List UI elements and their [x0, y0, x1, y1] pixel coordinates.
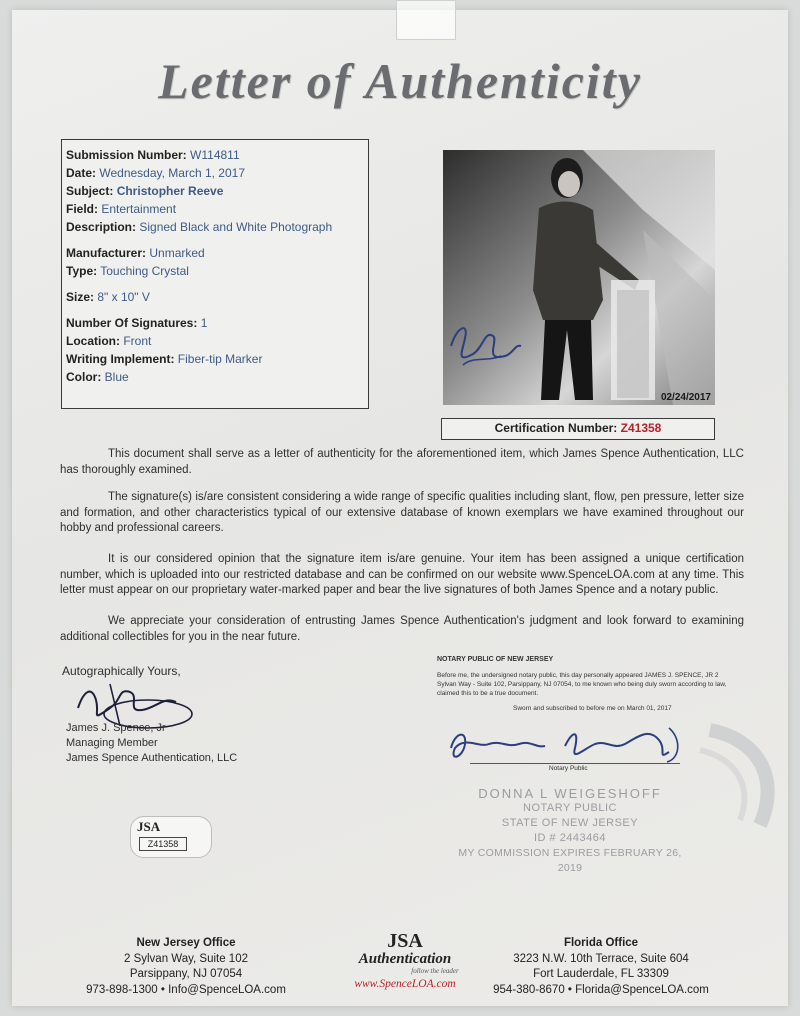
photo-date-stamp: 02/24/2017: [660, 392, 711, 403]
jsa-footer-logo: [335, 931, 475, 990]
certification-number: Z41358: [620, 421, 662, 435]
jsa-hologram-sticker: [130, 816, 212, 858]
nj-office-heading: New Jersey Office: [136, 937, 236, 949]
nj-address-line-1: 2 Sylvan Way, Suite 102: [123, 952, 248, 965]
notary-stamp: [450, 786, 690, 876]
notary-signature-line: [470, 763, 680, 764]
notary-stamp-title: NOTARY PUBLIC: [523, 802, 617, 814]
nj-address-line-2: Parsippany, NJ 07054: [129, 968, 243, 980]
type-row: Type: Touching Crystal: [66, 264, 189, 278]
paragraph-3: It is our considered opinion that the signature item is/are genuine. Your item has been assigned a unique certification number, which is uploaded into our restricted database and can be confirmed on our website www.SpenceLOA.com at any time. This letter must appear on our proprietary water-marked paper and bear the live signatures of both James Spence and a notary public.: [60, 553, 744, 596]
certification-label: Certification Number:: [494, 421, 618, 435]
fl-address-line-1: 3223 N.W. 10th Terrace, Suite 604: [513, 952, 689, 965]
footer-website-link[interactable]: www.SpenceLOA.com: [354, 978, 456, 990]
notary-stamp-id: ID # 2443464: [533, 832, 607, 844]
date-row: Date: Wednesday, March 1, 2017: [66, 166, 245, 180]
subject-row: Subject: Christopher Reeve: [66, 184, 224, 198]
paragraph-4: We appreciate your consideration of entrusting James Spence Authentication's judgment and look forward to examining additional collectibles for you in the near future.: [60, 615, 744, 643]
fl-office-heading: Florida Office: [563, 937, 639, 949]
signer-title: Managing Member: [66, 737, 158, 749]
signer-company: James Spence Authentication, LLC: [66, 752, 238, 764]
page-title: Letter of Authenticity: [158, 53, 642, 109]
size-row: Size: 8" x 10" V: [66, 290, 150, 304]
location-row: Location: Front: [66, 334, 152, 348]
paragraph-1: This document shall serve as a letter of authenticity for the aforementioned item, which James Spence Authentication, LLC has thoroughly examined.: [60, 448, 744, 476]
notary-stamp-expiry: MY COMMISSION EXPIRES FEBRUARY 26, 2019: [458, 847, 682, 874]
notary-public-label: Notary Public: [549, 765, 588, 772]
description-row: Description: Signed Black and White Photograph: [66, 220, 333, 234]
item-photo: [443, 150, 715, 405]
fl-office-block: [476, 936, 726, 998]
footer-logo-jsa: JSA: [387, 930, 423, 952]
submission-row: Submission Number: W114811: [66, 148, 240, 162]
footer-logo-tagline: follow the leader: [411, 967, 459, 975]
fl-address-line-2: Fort Lauderdale, FL 33309: [533, 968, 669, 980]
notary-heading: NOTARY PUBLIC OF NEW JERSEY: [437, 656, 554, 663]
nj-contact-line: 973-898-1300 • Info@SpenceLOA.com: [86, 983, 286, 996]
fl-contact-line: 954-380-8670 • Florida@SpenceLOA.com: [493, 983, 709, 996]
notary-sworn-line: Sworn and subscribed to before me on March 01, 2017: [513, 705, 672, 712]
embossed-seal-icon: [690, 720, 780, 830]
implement-row: Writing Implement: Fiber-tip Marker: [66, 352, 263, 366]
certification-number-box: [441, 418, 715, 440]
item-details-box: [61, 139, 369, 409]
sleeve-tab: [396, 0, 456, 40]
closing-line: Autographically Yours,: [62, 664, 181, 678]
field-row: Field: Entertainment: [66, 202, 177, 216]
nj-office-block: [86, 936, 286, 998]
notary-statement: Before me, the undersigned notary public, this day personally appeared JAMES J. SPENCE, JR 2 Sylvan Way - Suite 102, Parsippany, NJ 07054, to me known who being duly sworn according to law, claimed this to be a true document.: [437, 672, 727, 697]
sticker-code: Z41358: [139, 837, 187, 851]
manufacturer-row: Manufacturer: Unmarked: [66, 246, 205, 260]
color-row: Color: Blue: [66, 370, 129, 384]
photo-figure-graphic: [443, 150, 715, 405]
notary-stamp-name: DONNA L WEIGESHOFF: [478, 786, 662, 801]
signatures-row: Number Of Signatures: 1: [66, 316, 208, 330]
notary-stamp-state: STATE OF NEW JERSEY: [501, 817, 639, 829]
signer-block: [66, 721, 237, 766]
footer-logo-authentication: Authentication: [358, 951, 452, 967]
paragraph-2: The signature(s) is/are consistent considering a wide range of specific qualities including slant, flow, pen pressure, letter size and formation, and other characteristics typical of our extensive database of known exemplars we have examined throughout our hobby and professional careers.: [60, 491, 744, 534]
sticker-logo: JSA: [137, 819, 161, 834]
notary-signature: [445, 718, 695, 768]
signer-name: James J. Spence, Jr: [66, 722, 166, 734]
